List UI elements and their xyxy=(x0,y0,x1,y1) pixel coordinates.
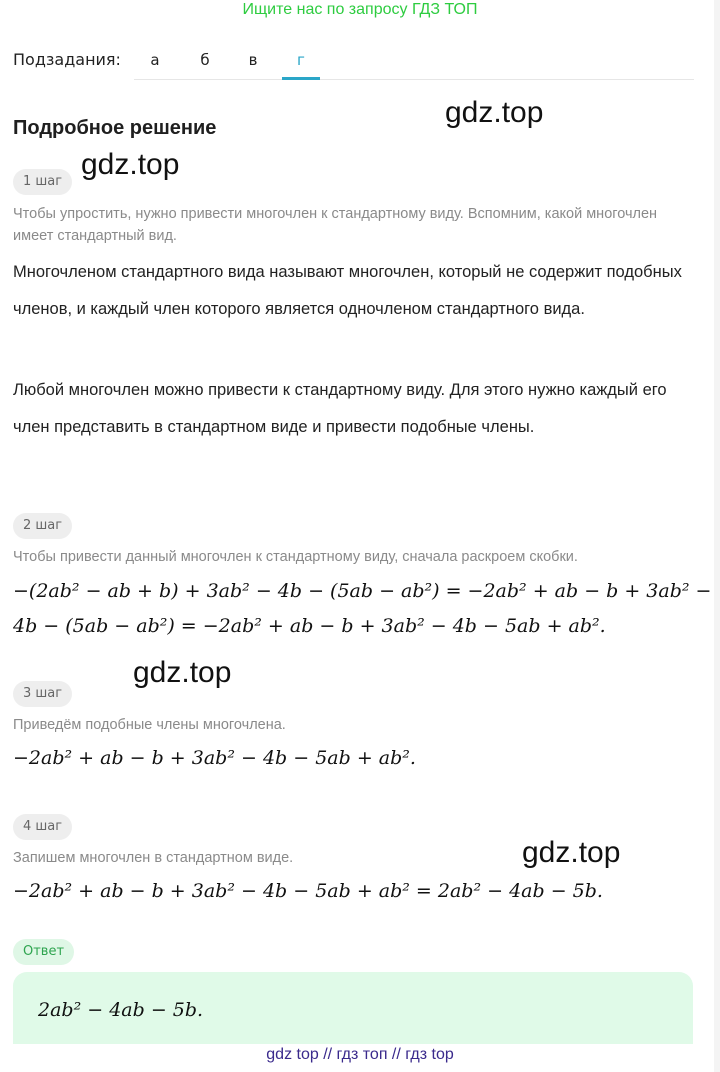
watermark: gdz.top xyxy=(133,656,232,689)
tab-a[interactable]: а xyxy=(150,51,160,69)
step-badge: 1 шаг xyxy=(13,169,72,195)
tabs-divider xyxy=(134,79,694,80)
step-badge: 3 шаг xyxy=(13,681,72,707)
watermark: gdz.top xyxy=(522,836,621,869)
scrollbar-track[interactable] xyxy=(714,0,720,1072)
tab-v[interactable]: в xyxy=(248,51,258,69)
step-hint: Приведём подобные члены многочлена. xyxy=(13,717,286,733)
footer-links[interactable]: gdz top // гдз топ // гдз top xyxy=(266,1046,454,1063)
math-line: 4b − (5ab − ab²) = −2ab² + ab − b + 3ab² − 4b − 5ab + ab². xyxy=(13,615,606,637)
math-line: −2ab² + ab − b + 3ab² − 4b − 5ab + ab² = 2ab² − 4ab − 5b. xyxy=(13,880,603,902)
step-hint: Чтобы упростить, нужно привести многочлен к стандартному виду. Вспомним, какой многочлен имеет стандартный вид. xyxy=(13,206,658,244)
answer-math: 2ab² − 4ab − 5b. xyxy=(38,999,204,1021)
step-badge: 4 шаг xyxy=(13,814,72,840)
active-tab-indicator xyxy=(282,77,320,80)
watermark: gdz.top xyxy=(81,148,180,181)
section-title: Подробное решение xyxy=(13,117,217,139)
tab-g[interactable]: г xyxy=(297,51,305,69)
step-badge: 2 шаг xyxy=(13,513,72,539)
search-banner: Ищите нас по запросу ГДЗ ТОП xyxy=(242,1,478,18)
watermark: gdz.top xyxy=(445,96,544,129)
subtasks-label: Подзадания: xyxy=(13,50,121,69)
math-line: −2ab² + ab − b + 3ab² − 4b − 5ab + ab². xyxy=(13,747,416,769)
step-hint: Чтобы привести данный многочлен к стандартному виду, сначала раскроем скобки. xyxy=(13,549,578,565)
step-paragraph: Многочленом стандартного вида называют многочлен, который не содержит подобных членов, и каждый член которого является одночленом стандартного вида. xyxy=(13,263,682,318)
tab-b[interactable]: б xyxy=(200,51,210,69)
answer-badge: Ответ xyxy=(13,939,74,965)
step-paragraph: Любой многочлен можно привести к стандартному виду. Для этого нужно каждый его член представить в стандартном виде и привести подобные члены. xyxy=(13,381,667,436)
math-line: −(2ab² − ab + b) + 3ab² − 4b − (5ab − ab²) = −2ab² + ab − b + 3ab² − xyxy=(13,580,712,602)
step-hint: Запишем многочлен в стандартном виде. xyxy=(13,850,294,866)
